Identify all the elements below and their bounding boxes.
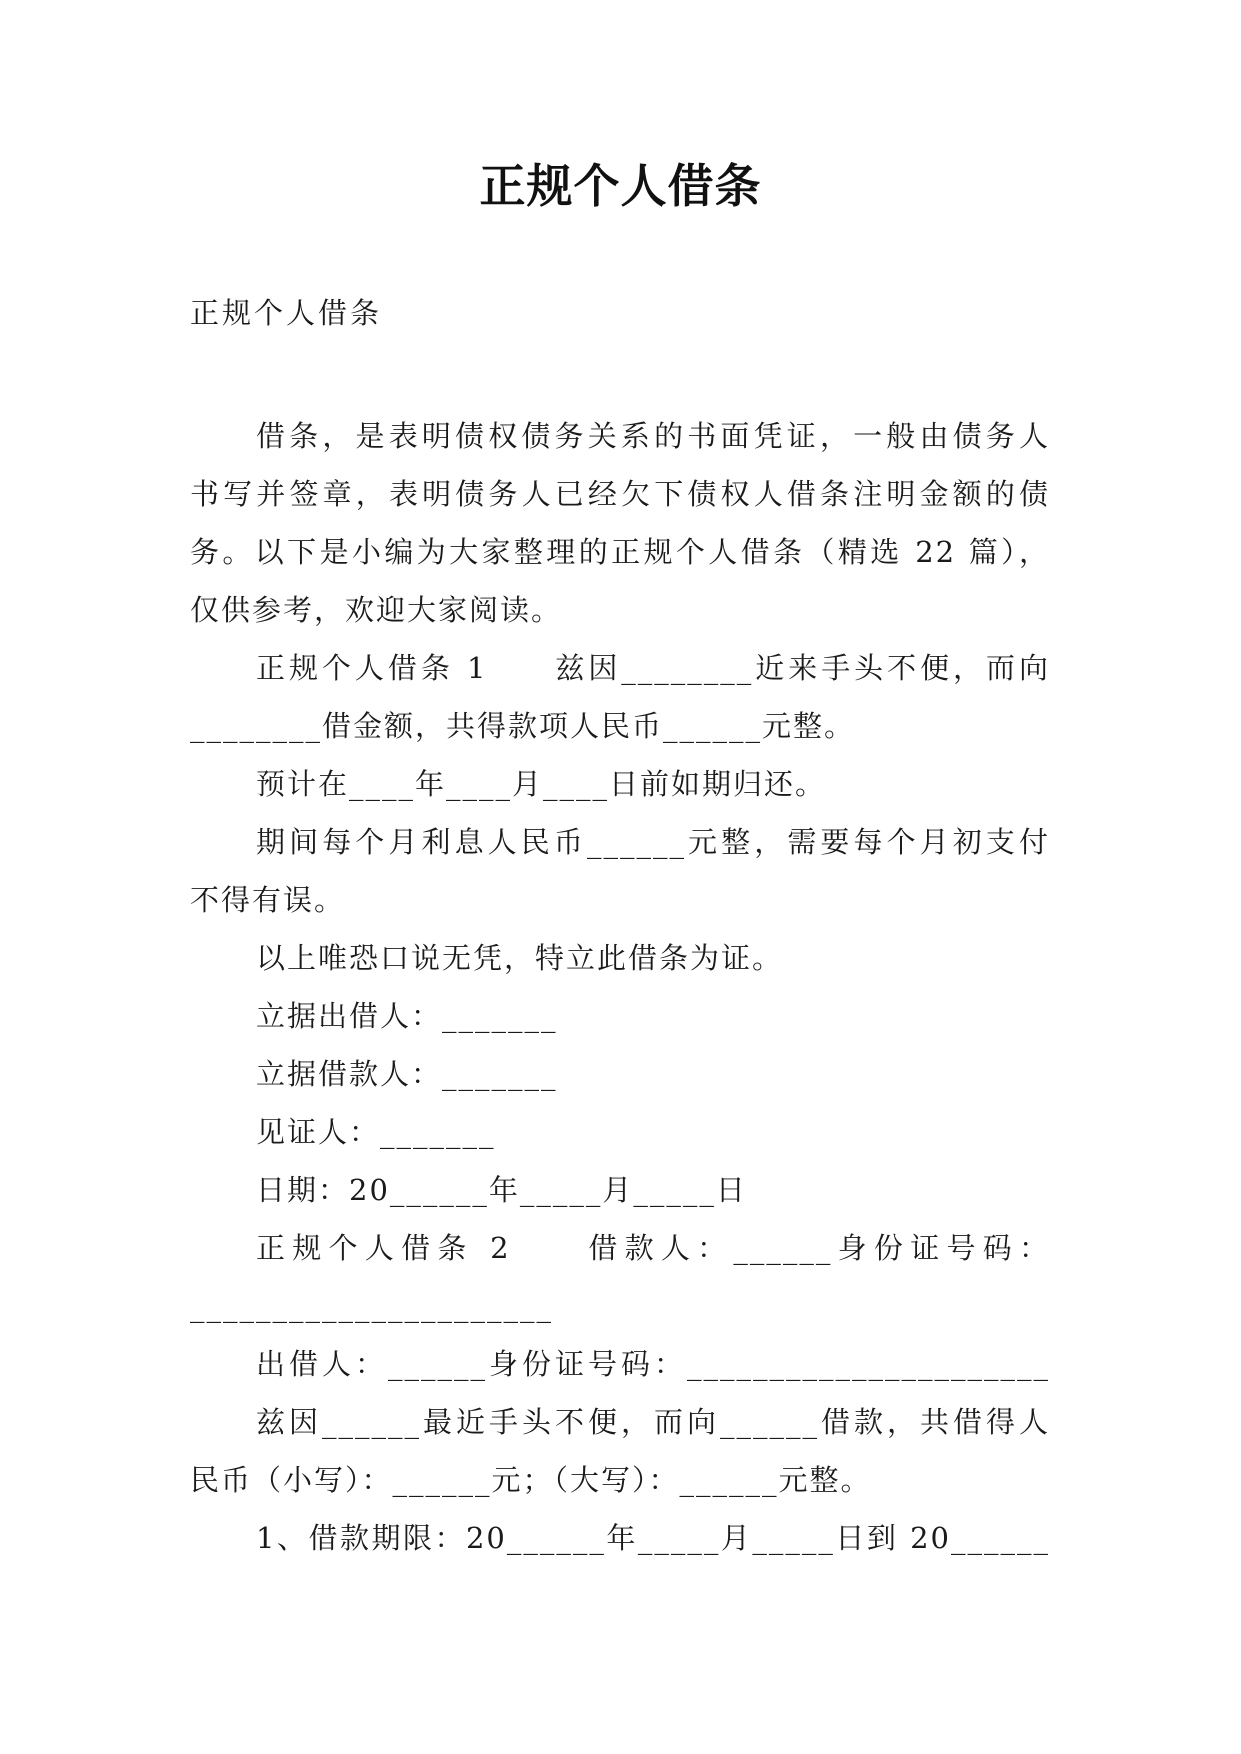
date-line: 日期：20______年_____月_____日 (256, 1173, 747, 1207)
paragraph-line: 以上唯恐口说无凭，特立此借条为证。 (256, 941, 784, 975)
document-body (190, 407, 1050, 1567)
paragraph-line: 务。以下是小编为大家整理的正规个人借条（精选 22 篇）， (190, 535, 1050, 569)
paragraph-line: 预计在____年____月____日前如期归还。 (256, 767, 827, 801)
signature-line-borrower: 立据借款人：_______ (256, 1057, 558, 1091)
signature-line-lender: 立据出借人：_______ (256, 999, 558, 1033)
document-title: 正规个人借条 (479, 159, 762, 213)
paragraph-line: 兹因______最近手头不便，而向______借款，共借得人 (256, 1405, 1050, 1439)
paragraph-line: 民币（小写）：______元；（大写）：______元整。 (190, 1463, 872, 1497)
paragraph-line: 1、借款期限：20______年_____月_____日到 20______ (256, 1521, 1050, 1555)
signature-line-witness: 见证人：_______ (256, 1115, 496, 1149)
paragraph-line: 书写并签章，表明债务人已经欠下债权人借条注明金额的债 (190, 477, 1050, 511)
paragraph-line: ______________________ (190, 1289, 553, 1323)
paragraph-line: 不得有误。 (190, 883, 346, 917)
paragraph-line: 期间每个月利息人民币______元整，需要每个月初支付 (256, 825, 1050, 859)
paragraph-line: 借条，是表明债权债务关系的书面凭证，一般由债务人 (256, 419, 1050, 453)
paragraph-line: 正规个人借条 1 兹因________近来手头不便，而向 (256, 651, 1050, 685)
paragraph-line: ________借金额，共得款项人民币______元整。 (190, 709, 856, 743)
document-subtitle: 正规个人借条 (190, 296, 383, 330)
paragraph-line: 仅供参考，欢迎大家阅读。 (190, 593, 563, 627)
paragraph-line: 出借人：______身份证号码：______________________ (256, 1347, 1050, 1381)
paragraph-line: 正规个人借条 2 借款人：______身份证号码： (256, 1231, 1050, 1265)
